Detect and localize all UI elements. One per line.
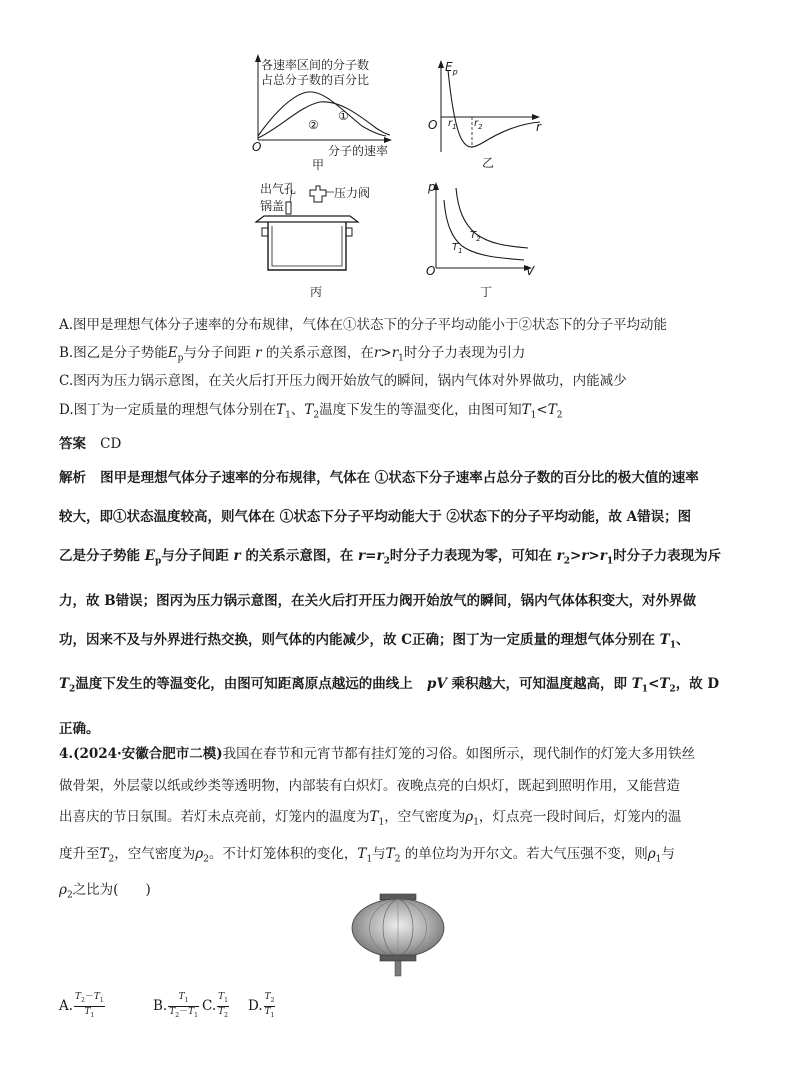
jia-curve2-label: ② (308, 118, 319, 132)
yi-r2: $r_2$ (474, 118, 483, 131)
ding-origin: O (426, 264, 436, 278)
answer-option-c[interactable]: C. $\frac{T_1}{T_2}$ (202, 992, 228, 1019)
analysis-line-3: 乙是分子势能 $E_p$与分子间距 r 的关系示意图，在 $r=r_2$时分子力表现为零，可知在 $r_2>r>r_1$时分子力表现为斥 (59, 548, 722, 567)
analysis-block (59, 459, 741, 749)
curve-1 (258, 102, 390, 138)
isotherm-t2 (456, 188, 528, 248)
jia-origin: O (252, 140, 262, 154)
analysis-line-1: 解析 图甲是理想气体分子速率的分布规律，气体在 ①状态下分子速率占总分子数的百分比的极大值的速率 (59, 470, 699, 486)
ep-curve (448, 70, 540, 147)
jia-ylabel-1: 各速率区间的分子数 (261, 58, 370, 72)
bing-valve-label: 压力阀 (334, 186, 371, 200)
answer-label: 答案 (59, 436, 86, 452)
yi-r1: $r_1$ (448, 118, 457, 131)
jia-ylabel-2: 占总分子数的百分比 (261, 73, 370, 87)
yi-origin: O (428, 118, 438, 132)
q4-line-3: 出喜庆的节日氛围。若灯未点亮前，灯笼内的温度为$T_1$，空气密度为$\rho_1$，灯点亮一段时间后，灯笼内的温 (59, 809, 682, 828)
analysis-line-5: 功，因来不及与外界进行热交换，则气体的内能减少，故 C正确；图丁为一定质量的理想气体分别在 $T_1$、 (59, 631, 690, 651)
answer-value: CD (100, 436, 122, 452)
analysis-line-2: 较大，即①状态温度较高，则气体在 ①状态下分子平均动能大于 ②状态下的分子平均动能，故 A错误；图 (59, 509, 692, 525)
answer-option-d[interactable]: D. $\frac{T_2}{T_1}$ (248, 992, 275, 1019)
yi-ylabel: $E_p$ (445, 60, 458, 77)
curve-2 (258, 92, 386, 136)
q4-line-1: 4.(2024·安徽合肥市二模)我国在春节和元宵节都有挂灯笼的习俗。如图所示，现代制作的灯笼大多用铁丝 (59, 746, 696, 762)
q4-line-2: 做骨架，外层蒙以纸或纱类等透明物，内部装有白炽灯。夜晚点亮的白炽灯，既起到照明作用，又能营造 (59, 778, 680, 794)
figure-jia (252, 58, 402, 173)
option-c: C.图丙为压力锅示意图，在关火后打开压力阀开始放气的瞬间，锅内气体对外界做功，内能减少 (59, 373, 627, 389)
q4-line-4: 度升至$T_2$，空气密度为$\rho_2$。不计灯笼体积的变化，$T_1$与$T_2$ 的单位均为开尔文。若大气压强不变，则$\rho_1$与 (59, 845, 675, 865)
ding-t2: $T_2$ (470, 230, 481, 243)
figure-bing (250, 180, 380, 298)
q4-source: 4.(2024·安徽合肥市二模) (59, 746, 223, 762)
answer-option-b[interactable]: B. $\frac{T_1}{T_2-T_1}$ (153, 992, 198, 1019)
yi-caption: 乙 (482, 156, 495, 170)
analysis-line-7: 正确。 (59, 721, 100, 738)
analysis-line-4: 力，故 B错误；图丙为压力锅示意图，在关火后打开压力阀开始放气的瞬间，锅内气体体积变大，对外界做 (59, 592, 697, 609)
bing-lid-label: 锅盖 (260, 199, 285, 213)
option-b: B.图乙是分子势能$E_p$与分子间距 r 的关系示意图，在$r>r_1$时分子力表现为引力 (59, 345, 526, 364)
analysis-line-6: $T_2$温度下发生的等温变化，由图可知距离原点越远的曲线上 pV 乘积越大，可知温度越高，即 $T_1<T_2$，故 D (59, 676, 720, 696)
figure-yi (428, 60, 553, 170)
option-a: A.图甲是理想气体分子速率的分布规律，气体在①状态下的分子平均动能小于②状态下的分子平均动能 (59, 317, 668, 333)
yi-xlabel: r (536, 120, 541, 134)
jia-curve1-label: ① (338, 109, 349, 123)
bing-caption: 丙 (310, 285, 323, 299)
bing-vent-label: 出气孔 (260, 182, 297, 196)
ding-ylabel: p (428, 180, 436, 194)
ding-caption: 丁 (480, 285, 493, 299)
jia-xlabel: 分子的速率 (328, 144, 389, 158)
lantern-drawing (348, 892, 448, 978)
jia-caption: 甲 (312, 158, 325, 172)
option-d: D.图丁为一定质量的理想气体分别在$T_1$、$T_2$温度下发生的等温变化，由图可知$T_1<T_2$ (59, 402, 563, 421)
ding-t1: $T_1$ (452, 242, 463, 255)
question-4 (59, 737, 741, 912)
figure-ding-plot (426, 180, 546, 298)
answer-option-a[interactable]: A. $\frac{T_2-T_1}{T_1}$ (59, 992, 104, 1019)
answer-line (59, 432, 121, 452)
lantern-figure (348, 892, 448, 978)
q4-line-5: $\rho_2$之比为( ) (59, 882, 151, 902)
figure-ding (426, 180, 546, 298)
ding-xlabel: V (526, 264, 535, 278)
